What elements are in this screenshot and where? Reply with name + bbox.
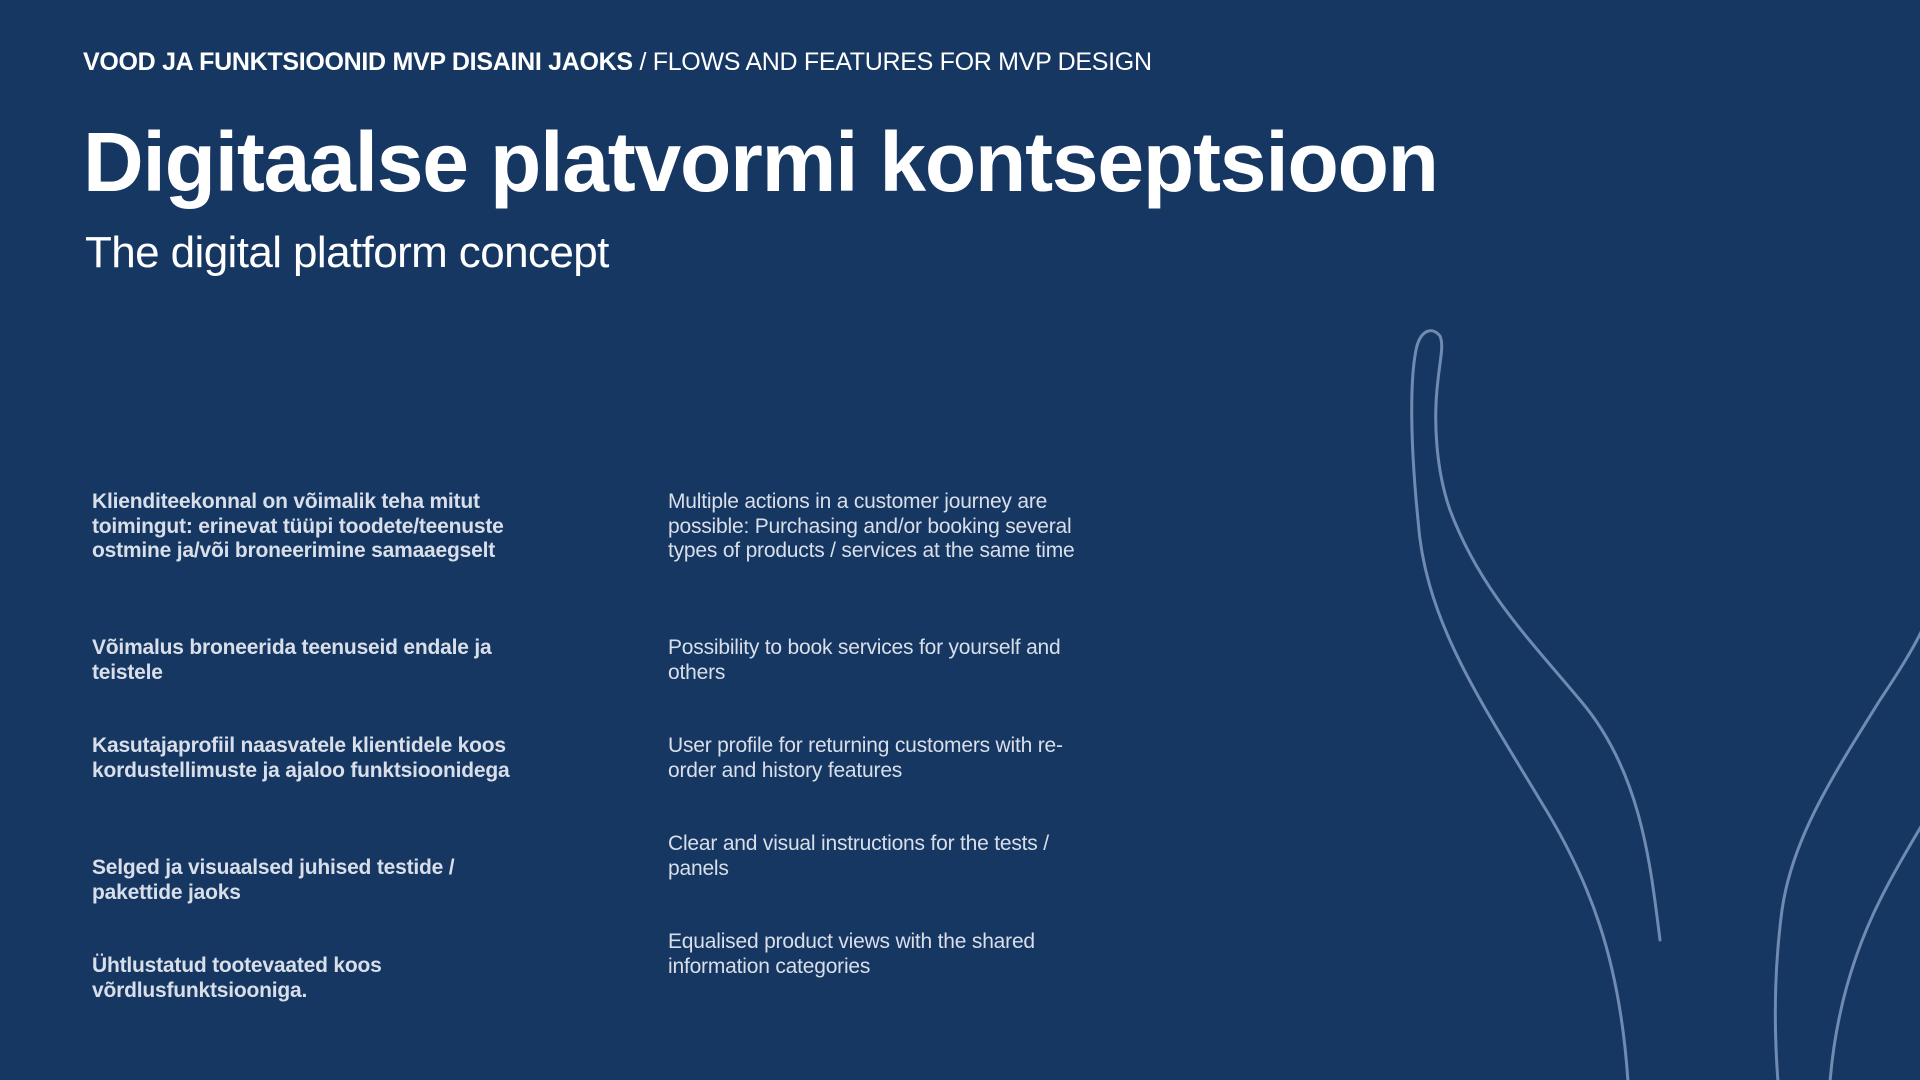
- kicker-english: / FLOWS AND FEATURES FOR MVP DESIGN: [632, 48, 1152, 76]
- kicker-estonian: VOOD JA FUNKTSIOONID MVP DISAINI JAOKS: [83, 48, 633, 76]
- feature-english: User profile for returning customers with re-order and history features: [668, 734, 1063, 782]
- feature-english: Equalised product views with the shared information categories: [668, 930, 1035, 978]
- leaf-stem-right-outline: [1775, 630, 1920, 1080]
- page-title: Digitaalse platvormi kontseptsioon: [83, 115, 1438, 209]
- section-kicker: [83, 48, 1152, 77]
- feature-estonian: Klienditeekonnal on võimalik teha mitut toimingut: erinevat tüüpi toodete/teenuste ostmine ja/või broneerimine samaaegselt: [92, 490, 504, 562]
- page-subtitle: The digital platform concept: [85, 228, 609, 277]
- leaf-stem-left-outline: [1412, 331, 1660, 1080]
- leaf-stem-right-inner-outline: [1830, 825, 1920, 1080]
- feature-estonian: Selged ja visuaalsed juhised testide / pakettide jaoks: [92, 856, 455, 904]
- feature-estonian: Kasutajaprofiil naasvatele klientidele koos kordustellimuste ja ajaloo funktsioonidega: [92, 734, 510, 782]
- feature-estonian: Ühtlustatud tootevaated koos võrdlusfunktsiooniga.: [92, 954, 382, 1002]
- feature-english: Multiple actions in a customer journey are possible: Purchasing and/or booking several types of products / services at the same time: [668, 490, 1075, 562]
- feature-english: Possibility to book services for yourself and others: [668, 636, 1061, 684]
- feature-english: Clear and visual instructions for the tests / panels: [668, 832, 1049, 880]
- feature-estonian: Võimalus broneerida teenuseid endale ja teistele: [92, 636, 492, 684]
